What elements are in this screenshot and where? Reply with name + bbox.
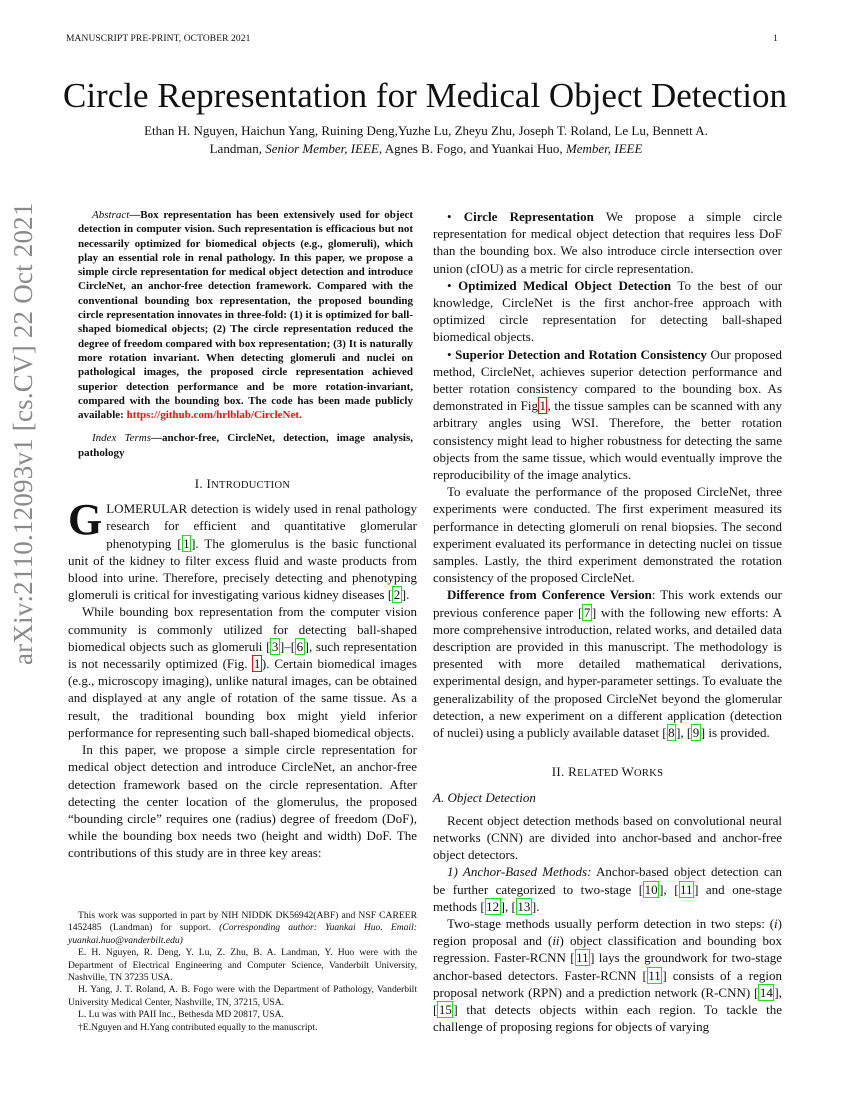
text: , xyxy=(505,898,512,914)
related-paragraph-3: Two-stage methods usually perform detection in two steps: (i) region proposal and (ii) object classification and bounding box regression. Faster-RCNN [ 11 ] lays the groundwork for two-stage anchor-based detectors. Faster-RCNN [ 11 ] consists of a region proposal network (RPN) and a prediction network (R-CNN) [ 14 ], [ 15 ] that detects objects within each region. To tackle the challenge of proposing regions for objects of varying xyxy=(433,915,782,1035)
citation-link[interactable]: 12 xyxy=(486,898,500,914)
authors-line1: Ethan H. Nguyen, Haichun Yang, Ruining Deng,Yuzhe Lu, Zheyu Zhu, Joseph T. Roland, Le Lu, Bennett A. xyxy=(144,123,708,138)
bullet-icon: • xyxy=(447,277,452,293)
text: Two-stage methods usually perform detection in two steps: ( xyxy=(447,915,775,931)
paper-title: Circle Representation for Medical Object Detection xyxy=(62,76,788,115)
contribution-item xyxy=(433,346,782,484)
citation-link[interactable]: 15 xyxy=(438,1001,452,1017)
text: Our proposed method, CircleNet, achieves superior detection performance and better rotation consistency compared to the bounding box. As demonstrated in Fig xyxy=(433,346,783,414)
citation-link[interactable]: 11 xyxy=(648,967,661,983)
text: . The glomerulus is the basic functional unit of the kidney to filter excess fluid and waste products from blood into urine. Therefore, precisely detecting and phenotyping glomeruli is critical for investigating various kidney diseases xyxy=(68,535,417,603)
authors-line2a: Landman, xyxy=(209,141,266,156)
authors-line2c: , Agnes B. Fogo, and Yuankai Huo, xyxy=(378,141,566,156)
intro-paragraph-2: While bounding box representation from the computer vision community is commonly utilized for detecting ball-shaped biomedical objects such as glomeruli [ 3 ]–[ 6 ], such representation is not necessarily optimized (Fig. 1 ). Certain biomedical images (e.g., microscopy imaging), unlike natural images, can be obtained and displayed at any angle of rotation of the same tissue. As a result, the traditional bounding box might yield inferior performance for representing such ball-shaped biomedical objects. xyxy=(68,604,417,740)
contribution-title: Superior Detection and Rotation Consistency xyxy=(455,346,707,362)
contribution-item xyxy=(433,208,782,277)
text: ) region proposal and ( xyxy=(433,915,782,949)
footnote: L. Lu was with PAII Inc., Bethesda MD 20817, USA. xyxy=(78,1009,284,1021)
text: : This work extends our previous conference paper xyxy=(433,587,783,620)
section-numeral: II. xyxy=(551,764,569,780)
citation-link[interactable]: 10 xyxy=(644,881,658,897)
citation-link[interactable]: 7 xyxy=(583,604,591,620)
abstract-text: —Box representation has been extensively used for object detection in computer vision. Such representation is efficacious but not necessarily optimized for biomedical objects (e.g., glomeruli), which play an essential role in renal pathology. In this paper, we propose a simple circle representation for medical object detection and introduce CircleNet, an anchor-free detection framework. Compared with the conventional bounding box representation, the proposed bounding circle representation innovates in three-fold: (1) it is optimized for ball-shaped biomedical objects; (2) The circle representation reduced the degree of freedom compared with box representation; (3) It is naturally more rotation invariant. When detecting glomeruli and nuclei on pathological images, the proposed circle representation achieved superior detection performance and be more rotation-invariant, compared with the bounding box. The code has been made publicly available: xyxy=(78,209,413,422)
evaluation-paragraph: To evaluate the performance of the proposed CircleNet, three experiments were conducted. The first experiment measured its performance in detecting glomeruli on renal biopsies. The second experiment evaluated its performance in detecting nuclei on tissue samples. Lastly, the third experiment demonstrated the rotation consistency of the proposed CircleNet. xyxy=(433,484,782,586)
citation-link[interactable]: 6 xyxy=(296,638,304,654)
text: LOMERULAR detection is widely used in renal pathology research for efficient and quantitative glomerular phenotyping xyxy=(106,501,417,551)
figure-link[interactable]: 1 xyxy=(539,398,546,414)
difference-title: Difference from Conference Version xyxy=(447,587,652,603)
bullet-icon: • xyxy=(447,209,452,224)
section-title-first: I xyxy=(206,476,212,492)
text: While bounding box representation from the computer vision community is commonly utilized for detecting ball-shaped biomedical objects such as glomeruli xyxy=(68,604,417,654)
text: – xyxy=(284,638,291,654)
right-column xyxy=(433,208,782,1035)
text: , xyxy=(778,984,782,1000)
text: ) object classification and bounding box regression. Faster-RCNN xyxy=(433,933,782,966)
footnote: E. H. Nguyen, R. Deng, Y. Lu, Z. Zhu, B. A. Landman, Y. Huo were with the Department of Electrical Engineering and Computer Science, Vanderbilt University, Nashville, TN 37235 USA. xyxy=(68,947,417,984)
page-number: 1 xyxy=(773,34,778,44)
contribution-title: Optimized Medical Object Detection xyxy=(458,277,672,293)
section-heading-introduction xyxy=(68,475,417,494)
text: lays the groundwork for two-stage anchor-based detectors. Faster-RCNN xyxy=(433,950,782,983)
text: that detects objects within each region. To tackle the challenge of proposing regions for objects of varying xyxy=(433,1001,782,1035)
text: , such representation is not necessarily optimized (Fig. xyxy=(68,638,417,672)
running-head xyxy=(66,34,778,44)
math-symbol: ii xyxy=(552,933,560,949)
citation-link[interactable]: 3 xyxy=(271,638,279,654)
citation-link[interactable]: 11 xyxy=(680,881,693,897)
author-membership: Senior Member, IEEE xyxy=(265,141,379,156)
related-paragraph-1: Recent object detection methods based on convolutional neural networks (CNN) are divided into anchor-based and anchor-free object detectors. xyxy=(433,812,782,863)
left-column xyxy=(68,208,417,862)
text: and one-stage methods xyxy=(433,881,782,914)
text: consists of a region proposal network (RPN) and a prediction network (R-CNN) xyxy=(433,967,782,1000)
drop-cap: G xyxy=(68,495,103,545)
subsection-heading-object-detection: A. Object Detection xyxy=(433,789,536,805)
text: with the following new efforts: A more comprehensive introduction, related works, and detailed data description are provided in this manuscript. The methodology is presented with more detailed mathematical derivations, experimental design, and hyper-parameter settings. To evaluate the generalizability of the proposed CircleNet beyond the glomerular detection, a new experiment on a different application (detection of nuclei) using a publicly available dataset xyxy=(433,604,782,741)
contribution-title: Circle Representation xyxy=(463,209,594,224)
text: is provided. xyxy=(705,725,770,741)
code-link[interactable]: https://github.com/hrlblab/CircleNet. xyxy=(126,409,302,422)
section-numeral: I. xyxy=(194,476,207,492)
intro-paragraph-1: GLOMERULAR detection is widely used in renal pathology research for efficient and quantitative glomerular phenotyping [ 1 ]. The glomerulus is the basic functional unit of the kidney to filter excess fluid and waste products from blood into urine. Therefore, precisely detecting and phenotyping glomeruli is critical for investigating various kidney diseases [ 2 ]. xyxy=(68,495,417,603)
section-title-first: R xyxy=(568,764,578,780)
abstract-label: Abstract xyxy=(92,209,130,221)
index-terms xyxy=(78,431,413,460)
footnote xyxy=(68,910,417,947)
text: , the tissue samples can be scanned with any arbitrary angles using WSI. Therefore, the better rotation consistency might lead to higher robustness for detecting the same objects from the same tissue, which would eventually improve the reproducibility of the image analytics. xyxy=(433,398,782,483)
text: , xyxy=(680,725,687,741)
contribution-item xyxy=(433,277,782,346)
author-list xyxy=(90,122,762,158)
math-symbol: i xyxy=(774,915,778,931)
paragraph-heading: 1) Anchor-Based Methods: xyxy=(447,864,592,880)
footnote: H. Yang, J. T. Roland, A. B. Fogo were with the Department of Pathology, Vanderbilt University Medical Center, Nashville, TN, 37215, USA. xyxy=(68,984,417,1008)
corresponding-author: (Corresponding author: Yuankai Huo. Email: yuankai.huo@vanderbilt.edu) xyxy=(68,922,417,946)
text: ). Certain biomedical images (e.g., microscopy imaging), unlike natural images, can be obtained and displayed at any angle of rotation of the same tissue. As a result, the traditional bounding box might yield inferior performance for representing such ball-shaped biomedical objects. xyxy=(68,656,417,740)
citation-link[interactable]: 9 xyxy=(692,725,700,741)
text: We propose a simple circle representation for medical object detection that requires less DoF than the bounding box. We also introduce circle intersection over union (cIOU) as a metric for circle representation. xyxy=(433,209,782,276)
section-title-rest: ORKS xyxy=(634,768,664,780)
citation-link[interactable]: 11 xyxy=(576,950,589,966)
index-terms-label: Index Terms xyxy=(92,432,152,445)
text: . xyxy=(406,587,410,603)
citation-link[interactable]: 14 xyxy=(759,984,773,1000)
citation-link[interactable]: 13 xyxy=(517,898,531,914)
author-membership: Member, IEEE xyxy=(565,141,643,156)
text: This work was supported in part by NIH NIDDK DK56942(ABF) and NSF CAREER 1452485 (Landman) for support. xyxy=(68,910,417,934)
text: To the best of our knowledge, CircleNet is the first anchor-free approach with optimized circle representation for detecting ball-shaped biomedical objects. xyxy=(433,277,783,345)
abstract xyxy=(78,208,413,422)
index-terms-text: —anchor-free, CircleNet, detection, image analysis, pathology xyxy=(78,432,413,459)
citation-link[interactable]: 1 xyxy=(183,535,190,551)
running-title: MANUSCRIPT PRE-PRINT, OCTOBER 2021 xyxy=(66,34,251,44)
footnotes xyxy=(68,910,417,1034)
section-title-rest: ELATED xyxy=(577,768,622,780)
difference-paragraph: Difference from Conference Version: This work extends our previous conference paper [ 7 ] with the following new efforts: A more comprehensive introduction, related works, and detailed data description are provided in this manuscript. The methodology is presented with more detailed mathematical derivations, experimental design, and hyper-parameter settings. To evaluate the generalizability of the proposed CircleNet beyond the glomerular detection, a new experiment on a different application (detection of nuclei) using a publicly available dataset [ 8 ], [ 9 ] is provided. xyxy=(433,587,783,741)
text: . xyxy=(536,898,540,914)
citation-link[interactable]: 8 xyxy=(668,725,675,741)
arxiv-stamp: arXiv:2110.12093v1 [cs.CV] 22 Oct 2021 xyxy=(8,202,38,665)
text: , xyxy=(663,881,675,897)
related-paragraph-2: 1) Anchor-Based Methods: Anchor-based object detection can be further categorized to two-stage [ 10 ], [ 11 ] and one-stage methods [ 12 ], [ 13 ]. xyxy=(433,864,782,914)
text: Anchor-based object detection can be further categorized to two-stage xyxy=(433,864,782,897)
section-title-rest: NTRODUCTION xyxy=(211,480,291,492)
section-heading-related-works xyxy=(433,763,782,782)
footnote: †E.Nguyen and H.Yang contributed equally to the manuscript. xyxy=(78,1021,318,1033)
citation-link[interactable]: 2 xyxy=(393,587,401,603)
figure-link[interactable]: 1 xyxy=(253,656,261,672)
intro-paragraph-3: In this paper, we propose a simple circle representation for medical object detection and introduce CircleNet, an anchor-free detection framework based on the circle representation. After detecting the center location of the glomerulus, the proposed “bounding circle” requires one (radius) degree of freedom (DoF), while the bounding box needs two (height and width) DoF. The contributions of this study are in three key areas: xyxy=(68,742,417,861)
bullet-icon: • xyxy=(447,346,452,362)
section-title-first: W xyxy=(621,764,635,780)
